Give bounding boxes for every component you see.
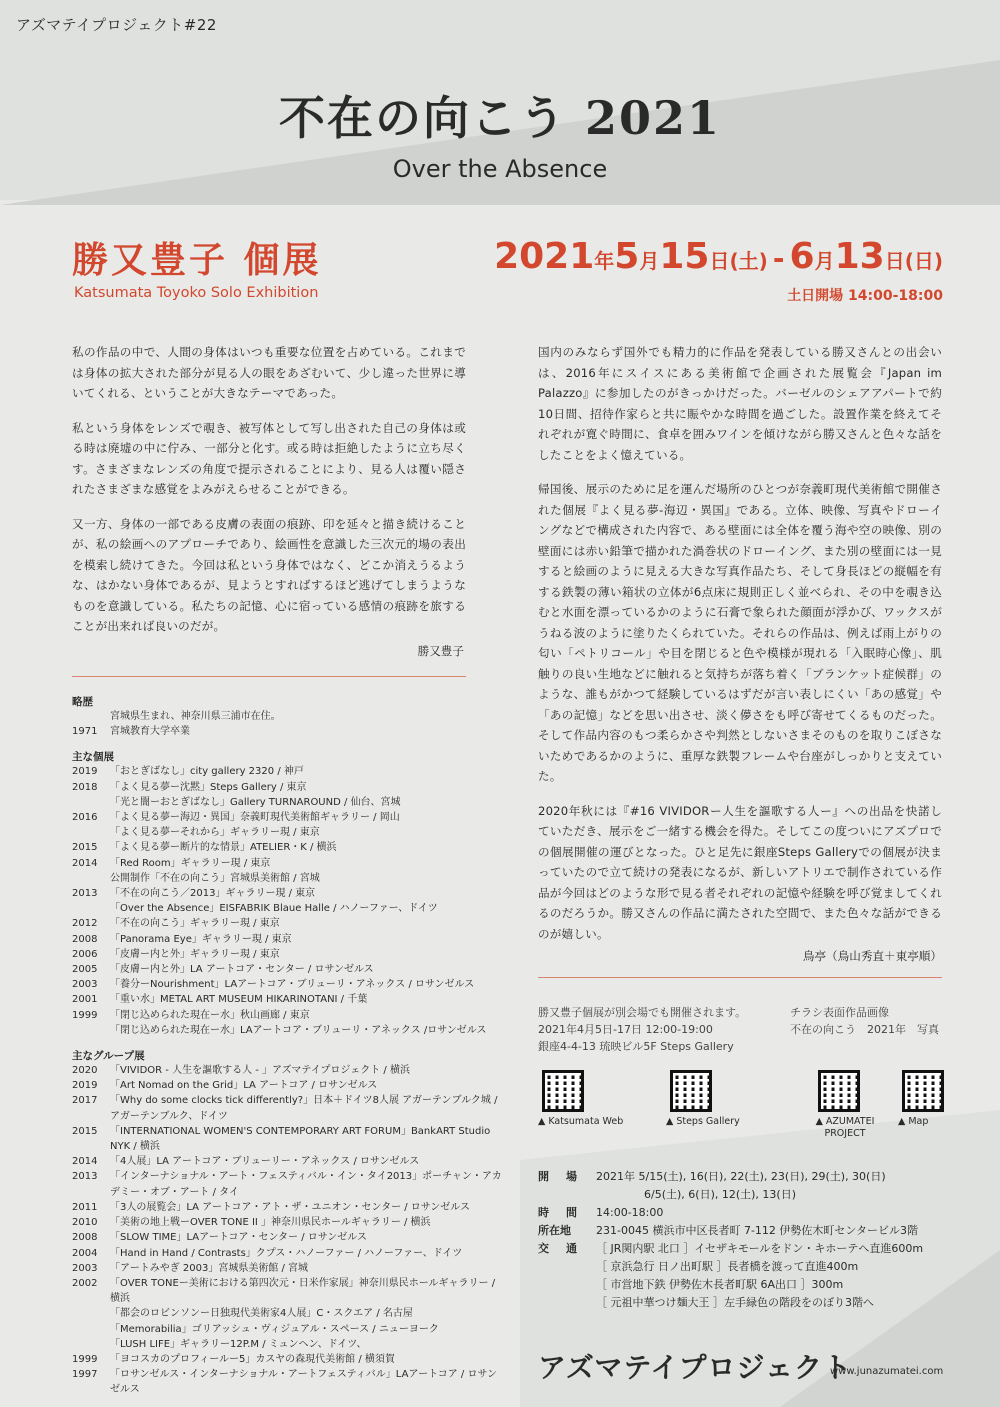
date-start-day: 15 xyxy=(659,236,710,277)
statement-paragraph: 又一方、身体の一部である皮膚の表面の痕跡、印を延々と描き続けることが、私の絵画へのアプローチであり、絵画性を意識した三次元的場の表出を模索し続けてきた。今回は私という身体ではなく、どこか消えうるような、はかない身体であるが、見ようとすればするほど逃げてしまうようなものを意識している。私たちの記憶、心に宿っている感情の痕跡を旅することが出来れば良いのだが。 xyxy=(72,516,466,633)
cv-year: 2008 xyxy=(72,933,98,945)
cv-row xyxy=(72,947,502,962)
access-line: ［ 元祖中華つけ麺大王 ］左手緑色の階段をのぼり3階へ xyxy=(596,1296,874,1309)
date-month-suffix: 月 xyxy=(639,249,660,273)
cv-row xyxy=(72,1023,502,1038)
open-days-2: 6/5(土), 6(日), 12(土), 13(日) xyxy=(644,1188,797,1201)
cv-entry: 「Over the Absence」EISFABRIK Blaue Halle / ハノーファー、ドイツ xyxy=(110,903,438,915)
cv-entry: 「INTERNATIONAL WOMEN'S CONTEMPORARY ART FORUM」BankART Studio NYK / 横浜 xyxy=(110,1125,491,1153)
other-venue-notice xyxy=(538,1004,788,1055)
artist-statement xyxy=(72,342,466,659)
cv-row xyxy=(72,1154,502,1169)
cv-year: 2012 xyxy=(72,918,98,930)
cv-row xyxy=(72,1276,502,1306)
date-end-month: 6 xyxy=(789,236,815,277)
cv-year: 2003 xyxy=(72,979,98,991)
cv-entry: 「インターナショナル・アート・フェスティバル・イン・タイ2013」ポーチャン・アカデミー・オブ・アート / タイ xyxy=(110,1171,502,1198)
info-label: 所在地 xyxy=(538,1224,571,1237)
cv-entry: 「ヨコスカのプロフィールー5」カスヤの森現代美術館 / 横須賀 xyxy=(110,1353,395,1365)
date-year-suffix: 年 xyxy=(594,249,615,273)
info-label: 時 間 xyxy=(538,1206,580,1219)
cv-entry: 「Red Room」ギャラリー現 / 東京 xyxy=(110,857,271,869)
cv-year: 2015 xyxy=(72,1125,98,1137)
cv-row xyxy=(72,977,502,992)
cv-year: 2020 xyxy=(72,1065,98,1077)
website-url[interactable]: www.junazumatei.com xyxy=(830,1366,944,1377)
artist-name-en: Katsumata Toyoko Solo Exhibition xyxy=(74,285,319,301)
cv-year: 2019 xyxy=(72,1080,98,1092)
cv-year: 1999 xyxy=(72,1009,98,1021)
cv-entry: 「皮膚ー内と外」ギャラリー現 / 東京 xyxy=(110,948,280,960)
access-line: ［ JR関内駅 北口 ］イセザキモールをドン・キホーテへ直進600m xyxy=(596,1242,924,1255)
cv-group-list xyxy=(72,1063,502,1397)
cv-row xyxy=(72,1169,502,1199)
cv-bio-list xyxy=(72,709,502,739)
cv-entry: 公開制作「不在の向こう」宮城県美術館 / 宮城 xyxy=(110,872,320,884)
venue-info xyxy=(538,1168,958,1312)
open-days: 2021年 5/15(土), 16(日), 22(土), 23(日), 29(土), 30(日) xyxy=(596,1170,886,1183)
access-line: ［ 市営地下鉄 伊勢佐木長者町駅 6A出口 ］300m xyxy=(596,1278,844,1291)
cv-row xyxy=(72,810,502,825)
cv-year: 2019 xyxy=(72,766,98,778)
cv-entry: 「Art Nomad on the Grid」LA アートコア / ロサンゼルス xyxy=(110,1080,378,1092)
cv-year: 2013 xyxy=(72,1171,98,1183)
cv-entry: 「おとぎばなし」city gallery 2320 / 神戸 xyxy=(110,766,304,778)
statement-paragraph: 私という身体をレンズで覗き、被写体として写し出された自己の身体は或る時は廃墟の中に佇み、一部分と化す。或る時は拒絶したように立ち尽くす。さまざまなレンズの角度で提示されることにより、見る人は覆い隠されたさまざまな感覚をよみがえらせることができる。 xyxy=(72,420,466,496)
cv-entry: 「SLOW TIME」LAアートコア・センター / ロサンゼルス xyxy=(110,1232,367,1244)
cv-year: 2004 xyxy=(72,1247,98,1259)
cv-row xyxy=(72,1215,502,1230)
cv-row xyxy=(72,1322,502,1337)
cv-year xyxy=(72,901,110,916)
cv-year: 2006 xyxy=(72,948,98,960)
address: 231-0045 横浜市中区長者町 7-112 伊勢佐木町センタービル3階 xyxy=(596,1224,918,1237)
cv-entry: 「よく見る夢ー海辺・異国」奈義町現代美術館ギャラリー / 岡山 xyxy=(110,812,400,824)
cv-entry: 「OVER TONEー美術における第四次元・日米作家展」神奈川県民ホールギャラリー / 横浜 xyxy=(110,1277,496,1305)
cv-entry: 「アートみやぎ 2003」宮城県美術館 / 宮城 xyxy=(110,1262,309,1274)
cv-entry: 「不在の向こう」ギャラリー現 / 東京 xyxy=(110,918,280,930)
statement-signature: 勝又豊子 xyxy=(417,643,464,658)
cv-entry: 宮城県生まれ、神奈川県三浦市在住。 xyxy=(110,711,281,722)
cv-row xyxy=(72,856,502,871)
cv-row xyxy=(72,932,502,947)
qr-code-icon xyxy=(542,1070,584,1112)
qr-code-icon xyxy=(670,1070,712,1112)
cv-entry: 「よく見る夢ー断片的な情景」ATELIER・K / 横浜 xyxy=(110,842,337,854)
cv-row xyxy=(72,1337,502,1352)
cv-row xyxy=(72,780,502,795)
cv-year: 2018 xyxy=(72,781,98,793)
cv-entry: 「美術の地上戦ーOVER TONE II 」神奈川県民ホールギャラリー / 横浜 xyxy=(110,1217,431,1229)
date-end-day: 13 xyxy=(834,236,885,277)
cv-entry: 「VIVIDOR - 人生を謳歌する人 - 」アズマテイプロジェクト / 横浜 xyxy=(110,1065,410,1077)
cv-entry: 「Panorama Eye」ギャラリー現 / 東京 xyxy=(110,933,292,945)
divider xyxy=(538,977,942,978)
cv-year: 2001 xyxy=(72,994,98,1006)
exhibition-dates xyxy=(428,236,943,277)
cv-year: 2010 xyxy=(72,1217,98,1229)
cv-row xyxy=(72,1078,502,1093)
cv-year: 1997 xyxy=(72,1369,98,1381)
cv-row xyxy=(72,1367,502,1397)
qr-code-icon xyxy=(902,1070,944,1112)
date-year: 2021 xyxy=(494,236,595,277)
open-time: 14:00-18:00 xyxy=(596,1206,664,1219)
cv-year xyxy=(72,871,110,886)
cover-image-credit xyxy=(790,1004,950,1038)
curator-essay xyxy=(538,342,942,964)
cv-row xyxy=(72,1063,502,1078)
cv-year xyxy=(72,709,110,724)
cv-year: 2005 xyxy=(72,964,98,976)
date-separator: - xyxy=(772,242,785,275)
cv-year: 2014 xyxy=(72,857,98,869)
cv-entry: 「重い水」METAL ART MUSEUM HIKARINOTANI / 千葉 xyxy=(110,994,368,1006)
cv-entry: 「皮膚ー内と外」LA アートコア・センター / ロサンゼルス xyxy=(110,964,374,976)
qr-label: ▲ AZUMATEI PROJECT xyxy=(815,1116,875,1139)
info-label: 交 通 xyxy=(538,1242,580,1255)
essay-paragraph: 帰国後、展示のために足を運んだ場所のひとつが奈義町現代美術館で開催された個展『よく見る夢-海辺・異国』である。立体、映像、写真やドローイングなどで構成された内容で、ある壁面には全体を覆う海や空の映像、別の壁面には赤い鉛筆で描かれた渦巻状のドローイング、また別の壁面には一見すると絵画のように見える大きな写真作品たち、そして身長ほどの縦幅を有する鉄製の薄い箱状の立体が6点床に規則正しく並べられ、その中を覗き込むと水面を漂っているかのように石膏で象られた顔面が浮かび、ワックスがうねる波のように塗りたくられていた。それらの作品は、例えば雨上がりの匂い「ペトリコール」や目を閉じると色や模様が現れる「入眠時心像」、肌触りの良い生地などに触れると気持ちが落ち着く「ブランケット症候群」のような、誰もがかつて経験しているはずだが言い表しにくい「あの感覚」や「あの記憶」などを思い出させ、淡く儚さをも呼び寄せてくるものだった。そして作品内容のもつ柔らかさや判然としないさまそのものを取りこぼさないためであるかのように、重厚な鉄製フレームや台座がしっかりと支えていた。 xyxy=(538,482,942,783)
cv-entry: 宮城教育大学卒業 xyxy=(110,726,190,738)
cv-entry: 「都会のロビンソンー日独現代美術家4人展」C・スクエア / 名古屋 xyxy=(110,1308,413,1320)
date-start-weekday: (土) xyxy=(729,249,768,273)
qr-katsumata[interactable] xyxy=(538,1070,628,1128)
cv-year: 2014 xyxy=(72,1156,98,1168)
cv-row xyxy=(72,871,502,886)
cv-row xyxy=(72,916,502,931)
cv-row xyxy=(72,886,502,901)
cv-group-heading: 主なグループ展 xyxy=(72,1050,145,1063)
cv-entry: 「Why do some clocks tick differently?」日本＋ドイツ8人展 アガーテンブルク城 / アガーテンブルク、ドイツ xyxy=(110,1095,498,1122)
cv-row xyxy=(72,1306,502,1321)
cv-year: 2015 xyxy=(72,842,98,854)
qr-map[interactable] xyxy=(898,1070,958,1128)
cv-year: 2011 xyxy=(72,1201,98,1213)
cv-year: 2013 xyxy=(72,888,98,900)
essay-paragraph: 国内のみならず国外でも精力的に作品を発表している勝又さんとの出会いは、2016年にスイスにある美術館で企画された展覧会『Japan im Palazzo』に参加したのがきっかけだった。バーゼルのシェアアパートで約10日間、招待作家らと共に賑やかな時間を過ごした。設置作業を終えてそれぞれが寛ぐ時間に、食卓を囲みワインを傾けながら勝又さんと色々な話をしたことをよく憶えている。 xyxy=(538,345,942,462)
cv-row xyxy=(72,1093,502,1123)
cv-row xyxy=(72,1261,502,1276)
cv-row xyxy=(72,764,502,779)
series-label: アズマテイプロジェクト#22 xyxy=(16,16,217,34)
cv-bio-heading: 略歴 xyxy=(72,696,93,708)
notice-line: 勝又豊子個展が別会場でも開催されます。 xyxy=(538,1006,747,1019)
credit-line: チラシ表面作品画像 xyxy=(790,1006,889,1019)
qr-label: ▲ Katsumata Web xyxy=(538,1116,624,1127)
cv-entry: 「3人の展覧会」LA アートコア・アト・ザ・ユニオン・センター / ロサンゼルス xyxy=(110,1201,471,1213)
access-line: ［ 京浜急行 日ノ出町駅 ］長者橋を渡って直進400m xyxy=(596,1260,859,1273)
cv-row xyxy=(72,1200,502,1215)
divider xyxy=(72,676,466,677)
cv-entry: 「Memorabilia」ゴリアッシュ・ヴィジュアル・スペース / ニューヨーク xyxy=(110,1323,439,1335)
qr-code-icon xyxy=(818,1070,860,1112)
cv-section xyxy=(72,694,502,1398)
cv-year xyxy=(72,1337,110,1352)
cv-entry: 「4人展」LA アートコア・ブリューリー・アネックス / ロサンゼルス xyxy=(110,1156,420,1168)
cv-year: 1999 xyxy=(72,1353,98,1365)
cv-row xyxy=(72,840,502,855)
cv-entry: 「閉じ込められた現在ー水」LAアートコア・ブリューリ・アネックス /ロサンゼルス xyxy=(110,1024,487,1036)
cv-year: 1971 xyxy=(72,726,98,738)
cv-entry: 「よく見る夢ー沈黙」Steps Gallery / 東京 xyxy=(110,781,307,793)
notice-line: 2021年4月5日-17日 12:00-19:00 xyxy=(538,1023,713,1036)
cv-year: 2017 xyxy=(72,1095,98,1107)
cv-year xyxy=(72,1023,110,1038)
cv-row xyxy=(72,1008,502,1023)
cv-row xyxy=(72,1352,502,1367)
essay-signature: 鳥亭（鳥山秀直＋東亭順） xyxy=(802,949,942,963)
cv-year: 2016 xyxy=(72,812,98,824)
cv-year: 2003 xyxy=(72,1262,98,1274)
page-title: 不在の向こう 2021 xyxy=(278,91,722,145)
cv-entry: 「不在の向こう／2013」ギャラリー現 / 東京 xyxy=(110,888,316,900)
cv-entry: 「光と闇ーおとぎばなし」Gallery TURNAROUND / 仙台、宮城 xyxy=(110,796,401,808)
cv-row xyxy=(72,709,502,724)
date-end-weekday: (日) xyxy=(904,249,943,273)
artist-name: 勝又豊子 個展 xyxy=(72,240,322,281)
cv-row xyxy=(72,1230,502,1245)
cv-solo-list xyxy=(72,764,502,1038)
cv-year xyxy=(72,1306,110,1321)
cv-entry: 「閉じ込められた現在ー水」秋山画廊 / 東京 xyxy=(110,1009,310,1021)
qr-label: ▲ Map xyxy=(898,1116,929,1127)
cv-year xyxy=(72,825,110,840)
cv-year: 2008 xyxy=(72,1232,98,1244)
cv-entry: 「Hand in Hand / Contrasts」クプス・ハノーファー / ハノーファー、ドイツ xyxy=(110,1247,463,1259)
notice-line: 銀座4-4-13 琉映ビル5F Steps Gallery xyxy=(538,1040,734,1053)
date-day-suffix-2: 日 xyxy=(884,249,905,273)
statement-paragraph: 私の作品の中で、人間の身体はいつも重要な位置を占めている。これまでは身体の拡大された部分が見る人の眼をあざむいて、少し違った世界に導いてくれる、ということが大きなテーマであった。 xyxy=(72,345,466,400)
cv-row xyxy=(72,724,502,739)
credit-line: 不在の向こう 2021年 写真 xyxy=(790,1023,939,1036)
date-start-month: 5 xyxy=(614,236,640,277)
cv-year xyxy=(72,1322,110,1337)
cv-solo-heading: 主な個展 xyxy=(72,751,114,764)
page-subtitle: Over the Absence xyxy=(392,155,608,183)
cv-row xyxy=(72,825,502,840)
cv-row xyxy=(72,795,502,810)
essay-paragraph: 2020年秋には『#16 VIVIDORー人生を謳歌する人ー』への出品を快諾していただき、展示をご一緒する機会を得た。そしてこの度ついにアズプロでの個展開催の運びとなった。ひと足先に銀座Steps Galleryでの個展が決まっていたので立て続けの発表になるが、新しいアトリエで制作されている作品が今回はどのような形で見る者それぞれの記憶や経験を呼び覚ましてくれるのだろうか。勝又さんの作品に満たされた空間で、また色々な話ができるのが嬉しい。 xyxy=(538,803,942,941)
cv-row xyxy=(72,962,502,977)
cv-entry: 「LUSH LIFE」ギャラリー12P.M / ミュンヘン、ドイツ、 xyxy=(110,1338,367,1350)
qr-label: ▲ Steps Gallery xyxy=(666,1116,740,1127)
cv-entry: 「よく見る夢ーそれから」ギャラリー現 / 東京 xyxy=(110,827,320,839)
cv-row xyxy=(72,1246,502,1261)
azumatei-logo: アズマテイプロジェクト xyxy=(538,1351,852,1384)
cv-entry: 「養分ーNourishment」LAアートコア・ブリューリ・アネックス / ロサンゼルス xyxy=(110,979,475,991)
qr-steps-gallery[interactable] xyxy=(666,1070,756,1128)
cv-year xyxy=(72,795,110,810)
cv-entry: 「ロサンゼルス・インターナショナル・アートフェスティバル」LAアートコア / ロサンゼルス xyxy=(110,1369,497,1396)
cv-row xyxy=(72,1124,502,1154)
date-day-suffix: 日 xyxy=(709,249,730,273)
opening-hours: 土日開場 14:00-18:00 xyxy=(787,288,943,304)
qr-azumatei[interactable] xyxy=(810,1070,880,1140)
cv-year: 2002 xyxy=(72,1277,98,1289)
cv-row xyxy=(72,992,502,1007)
date-month-suffix-2: 月 xyxy=(814,249,835,273)
info-label: 開 場 xyxy=(538,1170,580,1183)
cv-row xyxy=(72,901,502,916)
